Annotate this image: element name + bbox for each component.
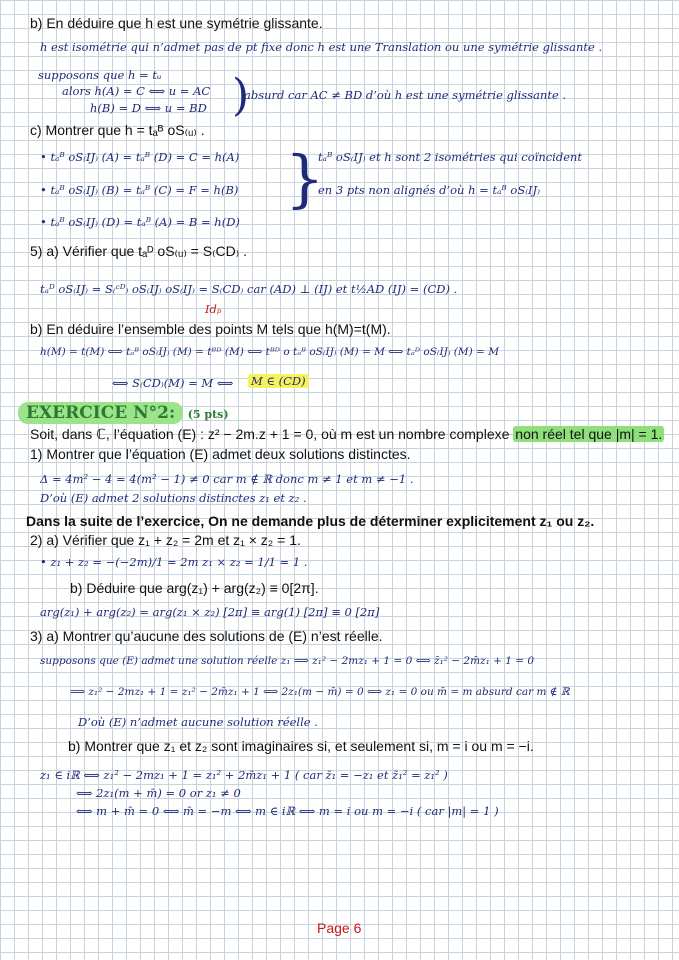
exercise-intro-highlight: non réel tel que |m| = 1. xyxy=(515,426,663,442)
handwritten-step: h(M) = t(M) ⟺ tₐᴮ oS₍IJ₎ (M) = tᴮᴰ (M) ⟺ tᴮᴰ o tₐᴮ oS₍IJ₎ (M) = M ⟺ tₐᴰ oS₍IJ₎ (M) = M xyxy=(40,346,499,358)
exercise-header xyxy=(18,403,229,423)
handwritten-brace: } xyxy=(285,142,325,215)
handwritten-step: ⟺ m + m̄ = 0 ⟺ m̄ = −m ⟺ m ∈ iℝ ⟺ m = i ou m = −i ( car |m| = 1 ) xyxy=(76,804,499,818)
exercise-points: (5 pts) xyxy=(187,408,229,421)
handwritten-conclusion: tₐᴮ oS₍IJ₎ et h sont 2 isométries qui coïncident xyxy=(318,150,583,164)
question-5a: 5) a) Vérifier que tₐᴰ oS₍ᵤ₎ = S₍CD₎ . xyxy=(30,243,247,259)
exercise-note: Dans la suite de l’exercice, On ne demande plus de déterminer explicitement z₁ ou z₂. xyxy=(26,513,595,529)
handwritten-answer-highlight: M ∈ (CD) xyxy=(248,374,309,388)
handwritten-answer-line: h est isométrie qui n’admet pas de pt fixe donc h est une Translation ou une symétrie glissante . xyxy=(40,40,603,54)
handwritten-step: supposons que (E) admet une solution réelle z₁ ⟹ z₁² − 2mz₁ + 1 = 0 ⟺ z̄₁² − 2m̄z₁ + 1 = 0 xyxy=(40,655,535,667)
question-3b: b) Montrer que z₁ et z₂ sont imaginaires si, et seulement si, m = i ou m = −i. xyxy=(68,738,534,754)
exercise-intro xyxy=(30,426,664,443)
question-b-ensemble: b) En déduire l’ensemble des points M tels que h(M)=t(M). xyxy=(30,321,391,337)
exercise-title: EXERCICE N°2: xyxy=(18,402,183,424)
handwritten-step: tₐᴰ oS₍IJ₎ = S₍ᶜᴰ₎ oS₍IJ₎ oS₍IJ₎ = S₍CD₎ car (AD) ⊥ (IJ) et t½AD (IJ) = (CD) . xyxy=(40,282,458,296)
question-1: 1) Montrer que l’équation (E) admet deux solutions distinctes. xyxy=(30,446,411,462)
handwritten-conclusion: en 3 pts non alignés d’où h = tₐᴮ oS₍IJ₎ xyxy=(318,183,540,197)
handwritten-identity-note: Idₚ xyxy=(205,302,222,316)
exercise-intro-text: Soit, dans ℂ, l’équation (E) : z² − 2m.z + 1 = 0, où m est un nombre complexe xyxy=(30,426,510,442)
handwritten-step: • tₐᴮ oS₍IJ₎ (D) = tₐᴮ (A) = B = h(D) xyxy=(40,215,240,229)
handwritten-step: ⟹ z₁² − 2mz₁ + 1 = z₁² − 2m̄z₁ + 1 ⟺ 2z₁(m − m̄) = 0 ⟺ z₁ = 0 ou m̄ = m absurd car m ∉ ℝ xyxy=(70,686,570,698)
handwritten-step: alors h(A) = C ⟺ u = AC xyxy=(62,84,211,98)
handwritten-supposition: supposons que h = tᵤ xyxy=(38,68,162,82)
question-2a: 2) a) Vérifier que z₁ + z₂ = 2m et z₁ × z₂ = 1. xyxy=(30,532,301,548)
handwritten-step: • tₐᴮ oS₍IJ₎ (A) = tₐᴮ (D) = C = h(A) xyxy=(40,150,240,164)
question-b-glissante: b) En déduire que h est une symétrie glissante. xyxy=(30,15,323,31)
handwritten-conclusion: absurd car AC ≠ BD d’où h est une symétrie glissante . xyxy=(244,88,567,102)
handwritten-step: h(B) = D ⟺ u = BD xyxy=(90,101,207,115)
handwritten-conclusion: D’où (E) admet 2 solutions distinctes z₁ et z₂ . xyxy=(40,491,307,505)
handwritten-step: ⟺ 2z₁(m + m̄) = 0 or z₁ ≠ 0 xyxy=(76,786,241,800)
question-c-montrer: c) Montrer que h = tₐᴮ oS₍ᵤ₎ . xyxy=(30,122,205,138)
handwritten-step: arg(z₁) + arg(z₂) = arg(z₁ × z₂) [2π] ≡ arg(1) [2π] ≡ 0 [2π] xyxy=(40,605,380,619)
handwritten-step: z₁ ∈ iℝ ⟺ z₁² − 2mz₁ + 1 = z₁² + 2m̄z₁ + 1 ( car z̄₁ = −z₁ et z̄₁² = z₁² ) xyxy=(40,768,448,782)
question-2b: b) Déduire que arg(z₁) + arg(z₂) ≡ 0[2π]. xyxy=(70,580,319,596)
handwritten-discriminant: Δ = 4m² − 4 = 4(m² − 1) ≠ 0 car m ∉ ℝ donc m ≠ 1 et m ≠ −1 . xyxy=(40,472,414,486)
handwritten-conclusion: D’où (E) n’admet aucune solution réelle . xyxy=(78,715,318,729)
handwritten-step: ⟺ S₍CD₎(M) = M ⟺ xyxy=(112,376,234,390)
handwritten-step: • tₐᴮ oS₍IJ₎ (B) = tₐᴮ (C) = F = h(B) xyxy=(40,183,239,197)
handwritten-step: • z₁ + z₂ = −(−2m)/1 = 2m z₁ × z₂ = 1/1 = 1 . xyxy=(40,555,308,569)
handwritten-brace: ) xyxy=(232,70,250,121)
page-number: Page 6 xyxy=(317,920,362,936)
question-3a: 3) a) Montrer qu’aucune des solutions de (E) n’est réelle. xyxy=(30,628,383,644)
